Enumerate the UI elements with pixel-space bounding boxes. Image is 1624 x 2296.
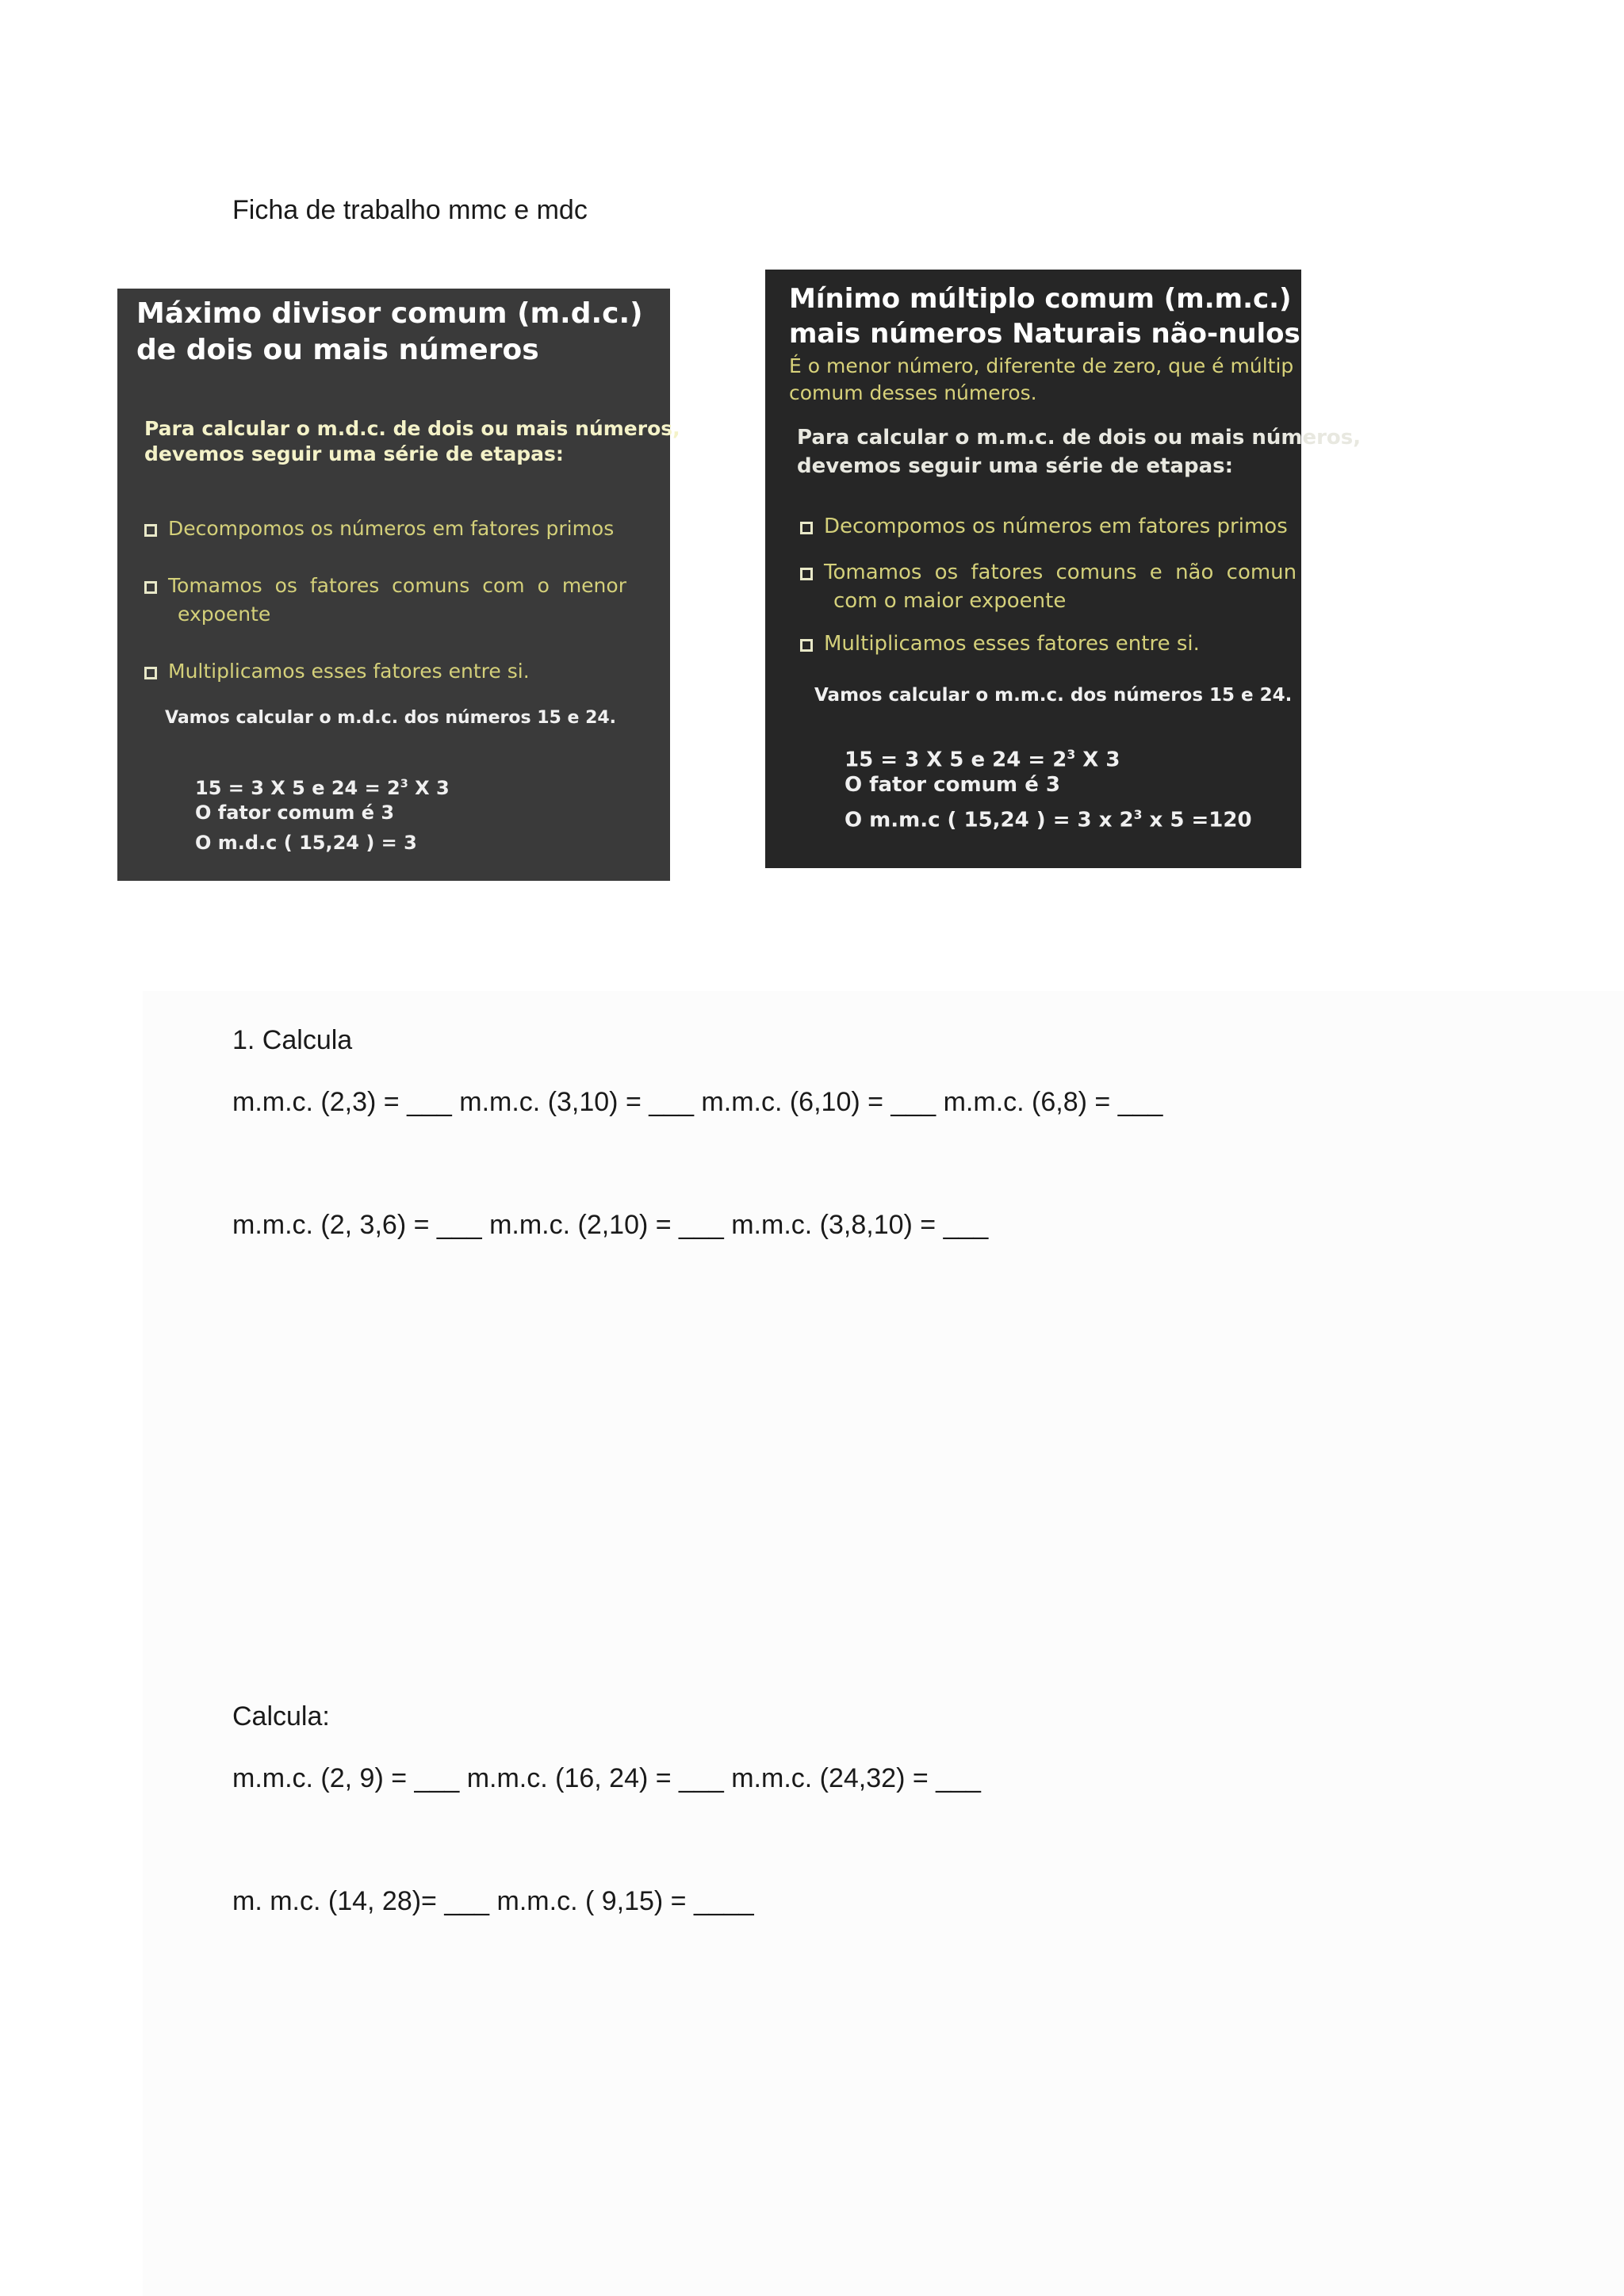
mdc-slide-intro-line2: devemos seguir uma série de etapas:: [144, 442, 564, 465]
mmc-slide-intro-line1: Para calcular o m.m.c. de dois ou mais números,: [797, 426, 1362, 450]
mdc-slide-title-line1: Máximo divisor comum (m.d.c.): [136, 297, 643, 330]
mdc-example-intro: Vamos calcular o m.d.c. dos números 15 e 24.: [165, 708, 617, 728]
mdc-example-line1: 15 = 3 X 5 e $24 = 2^3$ X 3: [195, 777, 450, 799]
mmc-slide-intro-line2: devemos seguir uma série de etapas:: [797, 454, 1233, 478]
checkbox-bullet-icon: [144, 667, 157, 679]
document-title: Ficha de trabalho mmc e mdc: [232, 195, 588, 225]
mmc-slide-title-line1: Mínimo múltiplo comum (m.m.c.) de dois: [789, 283, 1411, 315]
mdc-slide-title-line2: de dois ou mais números: [136, 334, 539, 366]
checkbox-bullet-icon: [144, 524, 157, 537]
mmc-example-line3: O m.m.c ( 15,24 ) = 3 x $2^3$ x 5 =120: [845, 808, 1252, 832]
checkbox-bullet-icon: [800, 522, 813, 534]
mdc-bullet-2-continuation: expoente: [178, 603, 271, 626]
mmc-bullet-3: Multiplicamos esses fatores entre si.: [800, 631, 1200, 656]
exercise2-line2: m. m.c. (14, 28)= ___ m.m.c. ( 9,15) = ____: [232, 1886, 754, 1916]
checkbox-bullet-icon: [800, 568, 813, 580]
mmc-example-line2: O fator comum é 3: [845, 773, 1060, 797]
mmc-bullet-2-continuation: com o maior expoente: [833, 589, 1067, 613]
mmc-slide-title-line2: mais números Naturais não-nulos: [789, 318, 1300, 350]
mdc-bullet-2: Tomamos os fatores comuns com o menor: [144, 574, 626, 598]
checkbox-bullet-icon: [800, 639, 813, 652]
exercise1-heading: 1. Calcula: [232, 1025, 353, 1055]
exercise2-line1: m.m.c. (2, 9) = ___ m.m.c. (16, 24) = ___ m.m.c. (24,32) = ___: [232, 1763, 981, 1793]
mmc-slide-image: [765, 270, 1411, 868]
checkbox-bullet-icon: [144, 581, 157, 594]
mmc-example-line1: 15 = 3 X 5 e $24 = 2^3$ X 3: [845, 748, 1120, 772]
exercise1-line2: m.m.c. (2, 3,6) = ___ m.m.c. (2,10) = ___ m.m.c. (3,8,10) = ___: [232, 1210, 989, 1240]
exercise2-heading: Calcula:: [232, 1701, 330, 1732]
mmc-bullet-1: Decompomos os números em fatores primos: [800, 514, 1288, 539]
page-background-shade: [143, 991, 1624, 2296]
mmc-slide-definition-line2: comum desses números.: [789, 381, 1037, 404]
mmc-example-intro: Vamos calcular o m.m.c. dos números 15 e 24.: [814, 685, 1293, 706]
mdc-bullet-1: Decompomos os números em fatores primos: [144, 517, 614, 541]
mdc-example-line2: O fator comum é 3: [195, 802, 395, 824]
mdc-example-line3: O m.d.c ( 15,24 ) = 3: [195, 832, 417, 854]
mmc-bullet-2: Tomamos os fatores comuns e não comun: [800, 560, 1297, 585]
exercise1-line1: m.m.c. (2,3) = ___ m.m.c. (3,10) = ___ m.m.c. (6,10) = ___ m.m.c. (6,8) = ___: [232, 1087, 1163, 1117]
mdc-slide-image: [117, 289, 680, 881]
mmc-slide-definition-line1: É o menor número, diferente de zero, que é múltip: [789, 354, 1294, 377]
mdc-bullet-3: Multiplicamos esses fatores entre si.: [144, 660, 530, 683]
mdc-slide-intro-line1: Para calcular o m.d.c. de dois ou mais números,: [144, 417, 680, 440]
